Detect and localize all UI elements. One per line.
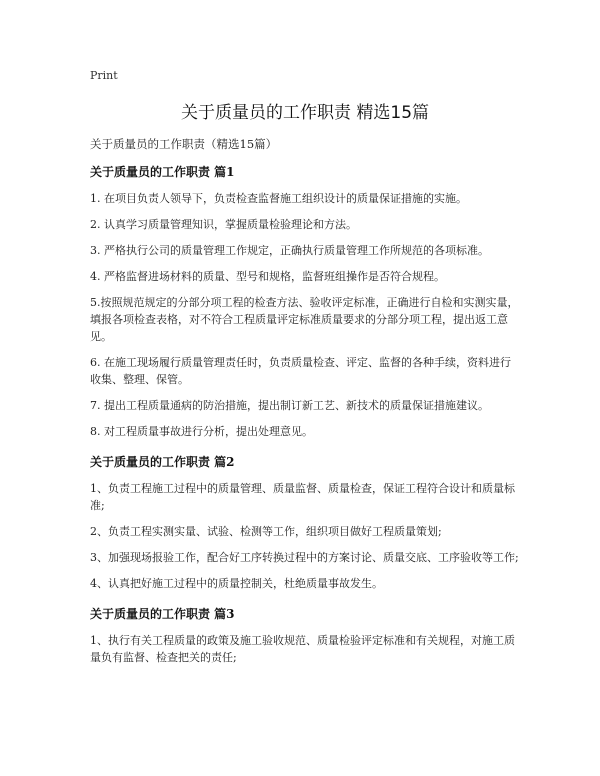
list-item: 4、认真把好施工过程中的质量控制关，杜绝质量事故发生。 [90, 577, 383, 590]
list-item: 8. 对工程质量事故进行分析，提出处理意见。 [90, 425, 313, 438]
section-3 [90, 606, 520, 666]
list-item: 7. 提出工程质量通病的防治措施，提出制订新工艺、新技术的质量保证措施建议。 [90, 399, 489, 412]
section-heading: 关于质量员的工作职责 篇2 [90, 455, 235, 469]
section-heading: 关于质量员的工作职责 篇1 [90, 165, 235, 179]
list-item: 6. 在施工现场履行质量管理责任时，负责质量检查、评定、监督的各种手续，资料进行收集、整理、保管。 [90, 356, 511, 386]
list-item: 4. 严格监督进场材料的质量、型号和规格，监督班组操作是否符合规程。 [90, 270, 445, 283]
document-title: 关于质量员的工作职责 精选15篇 [180, 103, 430, 123]
document-page [90, 68, 520, 675]
list-item: 5.按照规范规定的分部分项工程的检查方法、验收评定标准，正确进行自检和实测实量，填报各项检查表格，对不符合工程质量评定标准质量要求的分部分项工程，提出返工意见。 [90, 296, 519, 343]
section-heading: 关于质量员的工作职责 篇3 [90, 607, 235, 621]
list-item: 1、执行有关工程质量的政策及施工验收规范、质量检验评定标准和有关规程，对施工质量负有监督、检查把关的责任; [90, 634, 515, 664]
list-item: 3、加强现场报验工作，配合好工序转换过程中的方案讨论、质量交底、工序验收等工作; [90, 551, 519, 564]
document-subtitle: 关于质量员的工作职责（精选15篇） [90, 137, 278, 151]
list-item: 2、负责工程实测实量、试验、检测等工作，组织项目做好工程质量策划; [90, 525, 442, 538]
section-1 [90, 164, 520, 440]
section-2 [90, 454, 520, 592]
list-item: 1. 在项目负责人领导下，负责检查监督施工组织设计的质量保证措施的实施。 [90, 192, 467, 205]
list-item: 3. 严格执行公司的质量管理工作规定，正确执行质量管理工作所规范的各项标准。 [90, 244, 489, 257]
list-item: 2. 认真学习质量管理知识，掌握质量检验理论和方法。 [90, 218, 357, 231]
list-item: 1、负责工程施工过程中的质量管理、质量监督、质量检查，保证工程符合设计和质量标准; [90, 482, 515, 512]
print-label: Print [90, 69, 118, 82]
